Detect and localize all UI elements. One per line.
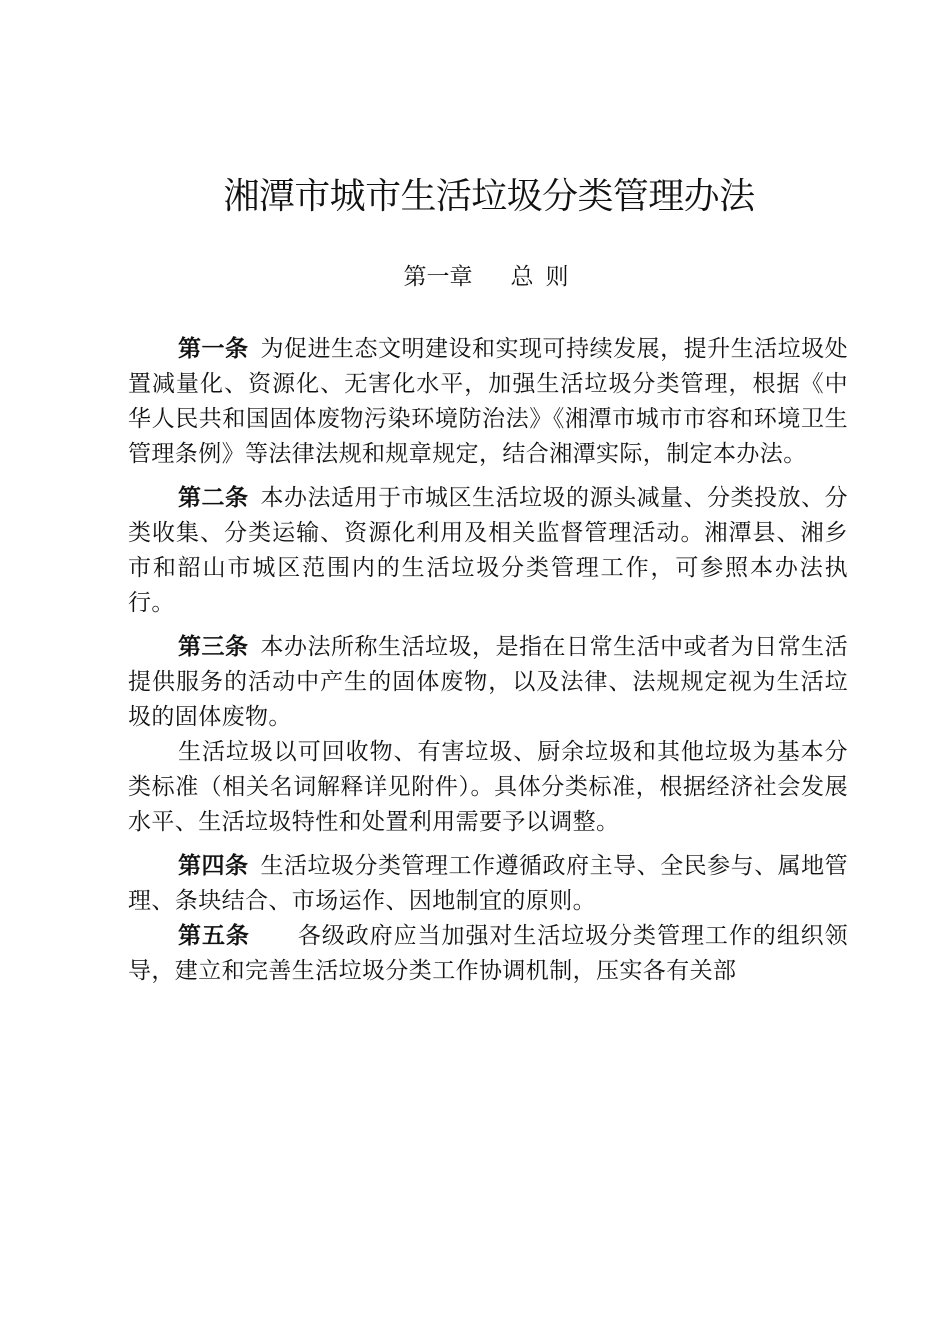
article-label: 第三条 — [178, 634, 249, 660]
article-text: 生活垃圾分类管理工作遵循政府主导、全民参与、属地管理、条块结合、市场运作、因地制宜的原则。 — [128, 853, 849, 914]
chapter-name-part-2: 则 — [545, 264, 569, 290]
document-title: 湘潭市城市生活垃圾分类管理办法 — [223, 176, 755, 217]
document-body — [128, 332, 848, 998]
chapter-number: 第一章 — [403, 264, 473, 290]
article-label: 第一条 — [178, 336, 249, 362]
article-2 — [128, 481, 848, 621]
article-1 — [128, 332, 848, 472]
article-text: 为促进生态文明建设和实现可持续发展，提升生活垃圾处置减量化、资源化、无害化水平，加强生活垃圾分类管理，根据《中华人民共和国固体废物污染环境防治法》《湘潭市城市市容和环境卫生管理条例》等法律法规和规章规定，结合湘潭实际，制定本办法。 — [128, 336, 849, 467]
chapter-heading — [0, 258, 950, 291]
article-text: 本办法所称生活垃圾，是指在日常生活中或者为日常生活提供服务的活动中产生的固体废物，以及法律、法规规定视为生活垃圾的固体废物。 — [128, 634, 849, 730]
article-label: 第二条 — [178, 485, 249, 511]
article-3-paragraph-2 — [128, 735, 848, 840]
article-4 — [128, 849, 848, 919]
article-text: 各级政府应当加强对生活垃圾分类管理工作的组织领导，建立和完善生活垃圾分类工作协调机制，压实各有关部 — [128, 923, 849, 984]
article-3 — [128, 630, 848, 735]
article-label: 第五条 — [178, 923, 250, 949]
article-text: 本办法适用于市城区生活垃圾的源头减量、分类投放、分类收集、分类运输、资源化利用及相关监督管理活动。湘潭县、湘乡市和韶山市城区范围内的生活垃圾分类管理工作，可参照本办法执行。 — [128, 485, 849, 616]
chapter-name-part-1: 总 — [510, 264, 534, 290]
article-5 — [128, 919, 848, 989]
article-text: 生活垃圾以可回收物、有害垃圾、厨余垃圾和其他垃圾为基本分类标准（相关名词解释详见附件）。具体分类标准，根据经济社会发展水平、生活垃圾特性和处置利用需要予以调整。 — [128, 739, 848, 835]
article-label: 第四条 — [178, 853, 249, 879]
